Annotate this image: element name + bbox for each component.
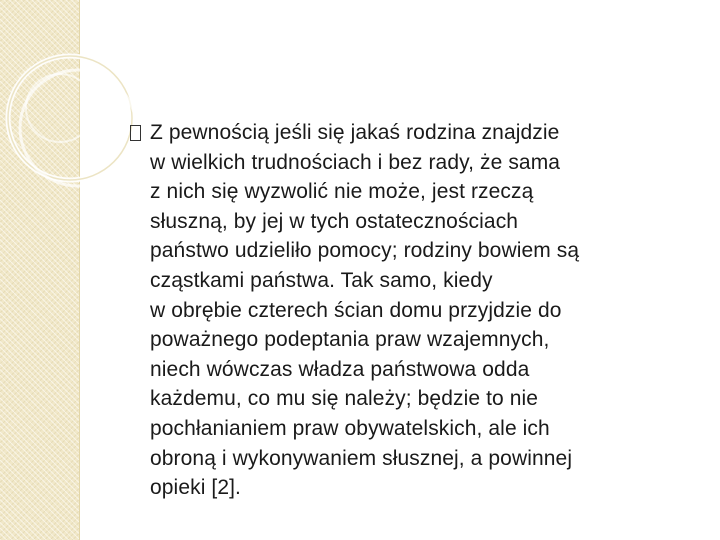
paragraph-line: w wielkich trudnościach i bez rady, że sama [150,150,561,174]
text-content [130,118,705,503]
bullet-icon [130,118,150,148]
paragraph-line: Z pewnością jeśli się jakaś rodzina znajdzie [150,121,560,144]
bullet-paragraph [130,118,705,503]
paragraph-line: niech wówczas władza państwowa odda [150,357,530,381]
paragraph-line: pochłanianiem praw obywatelskich, ale ich [150,416,550,440]
paragraph-line: słuszną, by jej w tych ostatecznościach [150,209,519,233]
paragraph-line: z nich się wyzwolić nie może, jest rzeczą [150,180,534,204]
paragraph-line: w obrębie czterech ścian domu przyjdzie do [150,298,562,322]
paragraph-line: państwo udzieliło pomocy; rodziny bowiem są [150,239,580,263]
paragraph-line: opieki [2]. [150,476,241,500]
paragraph-line: obroną i wykonywaniem słusznej, a powinnej [150,446,573,470]
paragraph-line: cząstkami państwa. Tak samo, kiedy [150,268,493,292]
paragraph-line: każdemu, co mu się należy; będzie to nie [150,387,539,411]
paragraph-line: poważnego podeptania praw wzajemnych, [150,328,550,352]
